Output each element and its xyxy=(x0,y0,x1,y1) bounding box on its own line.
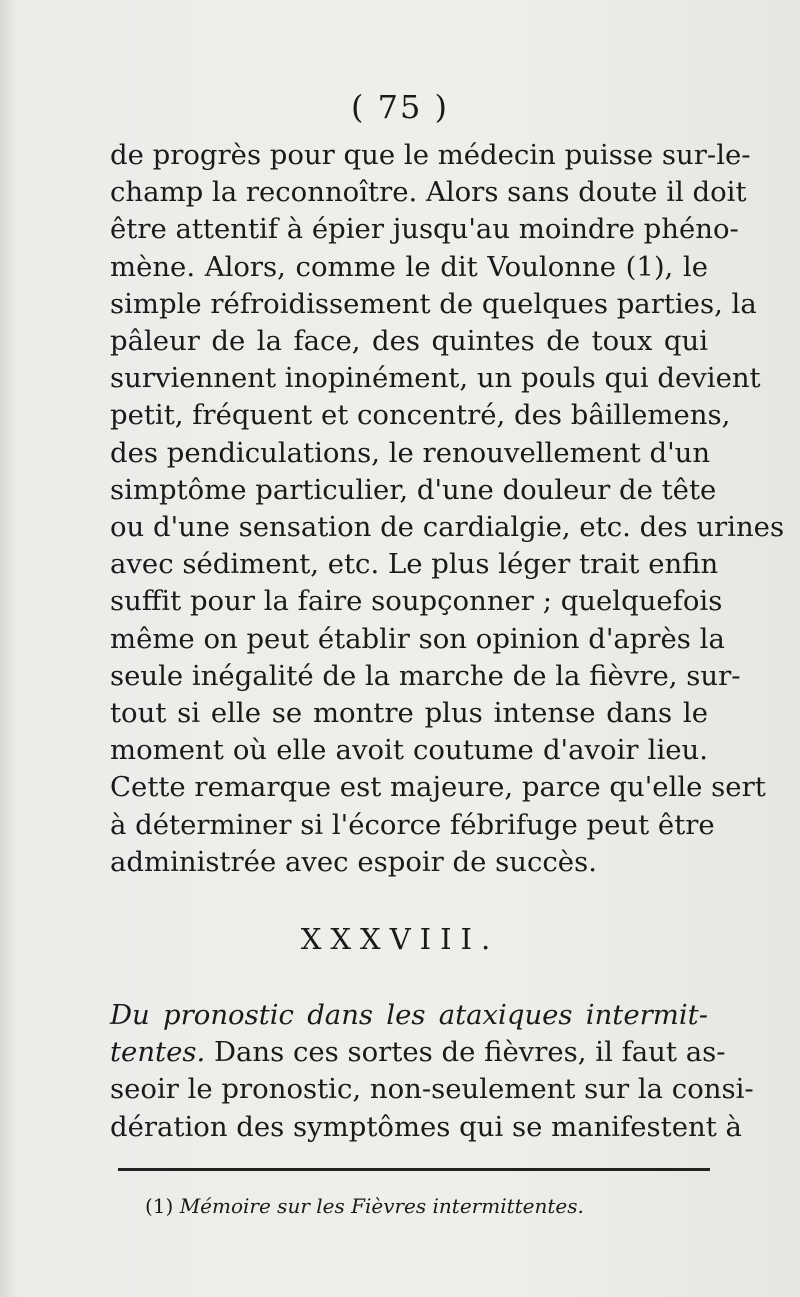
text-line xyxy=(110,997,708,1034)
text-line: administrée avec espoir de succès. xyxy=(110,845,597,878)
text-line: seule inégalité de la marche de la fièvre, sur- xyxy=(110,659,741,692)
text-line: suffit pour la faire soupçonner ; quelquefois xyxy=(110,585,723,618)
footnote-rule xyxy=(118,1168,710,1171)
text-line: moment où elle avoit coutume d'avoir lieu. xyxy=(110,734,708,767)
text-line: simple réfroidissement de quelques parties, la xyxy=(110,287,757,320)
text-line: avec sédiment, etc. Le plus léger trait enfin xyxy=(110,548,719,581)
text-line: être attentif à épier jusqu'au moindre phéno- xyxy=(110,213,739,246)
text-line: tout si elle se montre plus intense dans le xyxy=(110,697,708,730)
text-fragment: Dans ces sortes de fièvres, il faut as- xyxy=(205,1036,726,1069)
footnote-text: Mémoire sur les Fièvres intermittentes. xyxy=(179,1194,584,1218)
paragraph-1 xyxy=(110,137,785,881)
footnote xyxy=(145,1194,584,1218)
section-heading: XXXVIII. xyxy=(300,922,500,956)
text-line: des pendiculations, le renouvellement d'un xyxy=(110,436,711,469)
text-line: ou d'une sensation de cardialgie, etc. des urines xyxy=(110,511,785,544)
text-line: même on peut établir son opinion d'après la xyxy=(110,622,725,655)
text-line: simptôme particulier, d'une douleur de tête xyxy=(110,473,717,506)
text-line xyxy=(110,1034,726,1071)
text-line: de progrès pour que le médecin puisse sur-le- xyxy=(110,139,751,171)
text-line: Cette remarque est majeure, parce qu'elle sert xyxy=(110,771,766,804)
text-line: pâleur de la face, des quintes de toux qui xyxy=(110,325,708,358)
paragraph-title: Du pronostic dans les ataxiques intermit- xyxy=(110,999,708,1031)
text-line: seoir le pronostic, non-seulement sur la consi- xyxy=(110,1073,754,1106)
text-line: dération des symptômes qui se manifestent à xyxy=(110,1110,742,1143)
text-line: surviennent inopinément, un pouls qui devient xyxy=(110,362,761,395)
paragraph-title-end: tentes. xyxy=(110,1036,206,1069)
text-line: à déterminer si l'écorce fébrifuge peut être xyxy=(110,808,715,841)
text-line: petit, fréquent et concentré, des bâillemens, xyxy=(110,399,731,432)
footnote-marker: (1) xyxy=(145,1194,174,1218)
text-line: champ la reconnoître. Alors sans doute il doit xyxy=(110,176,747,209)
paragraph-2 xyxy=(110,997,754,1146)
text-line: mène. Alors, comme le dit Voulonne (1), le xyxy=(110,250,708,283)
page-number: ( 75 ) xyxy=(350,88,450,126)
